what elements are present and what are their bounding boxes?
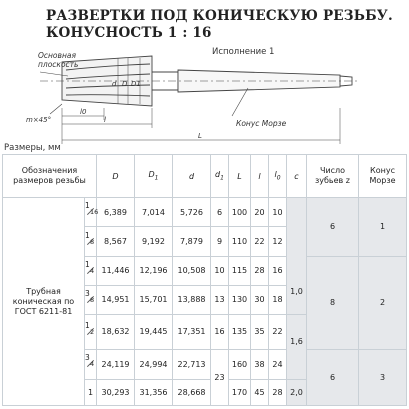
thread-size: 1 4 [85, 256, 97, 285]
cell-d1: 9 [211, 227, 229, 256]
cell-l0: 18 [269, 285, 287, 314]
cell-l0: 24 [269, 349, 287, 379]
cell-L: 100 [229, 198, 251, 227]
dim-D-label: D [122, 80, 128, 88]
header-D: D [97, 155, 135, 198]
header-l0: $l_0$ [269, 155, 287, 198]
header-c: c [287, 155, 307, 198]
cell-D1: 12,196 [135, 256, 173, 285]
cell-c: 1,0 [287, 198, 307, 315]
cell-d1: 13 [211, 285, 229, 314]
thread-size: 1 2 [85, 315, 97, 350]
cell-l0: 12 [269, 227, 287, 256]
cell-l0: 22 [269, 315, 287, 350]
cell-morse: 3 [359, 349, 407, 405]
cell-d: 10,508 [173, 256, 211, 285]
cell-d: 17,351 [173, 315, 211, 350]
cell-l: 20 [251, 198, 269, 227]
thread-size: 1 16 [85, 198, 97, 227]
dim-d-label: d [112, 80, 117, 88]
cell-L: 135 [229, 315, 251, 350]
cell-d: 22,713 [173, 349, 211, 379]
cell-d: 28,668 [173, 379, 211, 405]
cell-d: 13,888 [173, 285, 211, 314]
cell-l: 28 [251, 256, 269, 285]
cell-D1: 7,014 [135, 198, 173, 227]
header-teeth: Число зубьев z [307, 155, 359, 198]
dim-D1-label: D1 [131, 80, 141, 88]
header-d1: $d_1$ [211, 155, 229, 198]
header-d: d [173, 155, 211, 198]
cell-L: 170 [229, 379, 251, 405]
cell-D1: 19,445 [135, 315, 173, 350]
title-line-2: КОНУСНОСТЬ 1 : 16 [46, 25, 212, 41]
page-title [46, 8, 396, 42]
cell-l0: 16 [269, 256, 287, 285]
cell-morse: 2 [359, 256, 407, 349]
cell-teeth: 6 [307, 198, 359, 256]
cell-c: 2,0 [287, 379, 307, 405]
cell-L: 115 [229, 256, 251, 285]
cell-l: 45 [251, 379, 269, 405]
cell-teeth: 6 [307, 349, 359, 405]
cell-L: 130 [229, 285, 251, 314]
cell-D: 8,567 [97, 227, 135, 256]
dim-L-label: L [198, 132, 202, 140]
cell-D1: 24,994 [135, 349, 173, 379]
cell-teeth: 8 [307, 256, 359, 349]
cell-D: 11,446 [97, 256, 135, 285]
cell-D: 24,119 [97, 349, 135, 379]
spec-table [2, 154, 407, 406]
cell-D1: 31,356 [135, 379, 173, 405]
cell-l: 22 [251, 227, 269, 256]
header-morse: Конус Морзе [359, 155, 407, 198]
header-l: l [251, 155, 269, 198]
cell-D: 30,293 [97, 379, 135, 405]
thread-size: 1 [85, 379, 97, 405]
basic-plane-label-1: Основная [38, 51, 76, 60]
cell-d: 7,879 [173, 227, 211, 256]
cell-d: 5,726 [173, 198, 211, 227]
cell-d1: 23 [211, 349, 229, 405]
table-row [3, 198, 407, 227]
dim-l-label: l [104, 116, 106, 124]
version-label: Исполнение 1 [212, 47, 275, 57]
cell-D1: 9,192 [135, 227, 173, 256]
cell-d1: 16 [211, 315, 229, 350]
cell-l: 30 [251, 285, 269, 314]
cell-l: 38 [251, 349, 269, 379]
cell-d1: 10 [211, 256, 229, 285]
morse-cone-label: Конус Морзе [236, 119, 287, 128]
cell-D: 18,632 [97, 315, 135, 350]
cell-D1: 15,701 [135, 285, 173, 314]
title-line-1: РАЗВЕРТКИ ПОД КОНИЧЕСКУЮ РЕЗЬБУ. [46, 8, 393, 24]
basic-plane-label-2: плоскость [38, 60, 79, 69]
thread-size: 1 8 [85, 227, 97, 256]
table-header-row [3, 155, 407, 198]
header-designation: Обозначения размеров резьбы [3, 155, 97, 198]
reamer-drawing [0, 42, 409, 160]
units-label: Размеры, мм [4, 143, 61, 153]
cell-d1: 6 [211, 198, 229, 227]
dim-l0-label: l0 [80, 108, 87, 116]
cell-morse: 1 [359, 198, 407, 256]
thread-size: 3 4 [85, 349, 97, 379]
cell-c: 1,6 [287, 315, 307, 380]
cell-L: 160 [229, 349, 251, 379]
cell-D: 6,389 [97, 198, 135, 227]
designation-group: Трубная коническая по ГОСТ 6211-81 [3, 198, 85, 406]
header-D1: $D_1$ [135, 155, 173, 198]
cell-D: 14,951 [97, 285, 135, 314]
cell-l0: 10 [269, 198, 287, 227]
cell-l0: 28 [269, 379, 287, 405]
thread-size: 3 8 [85, 285, 97, 314]
cell-L: 110 [229, 227, 251, 256]
cell-l: 35 [251, 315, 269, 350]
header-L: L [229, 155, 251, 198]
chamfer-label: m×45° [26, 116, 52, 124]
